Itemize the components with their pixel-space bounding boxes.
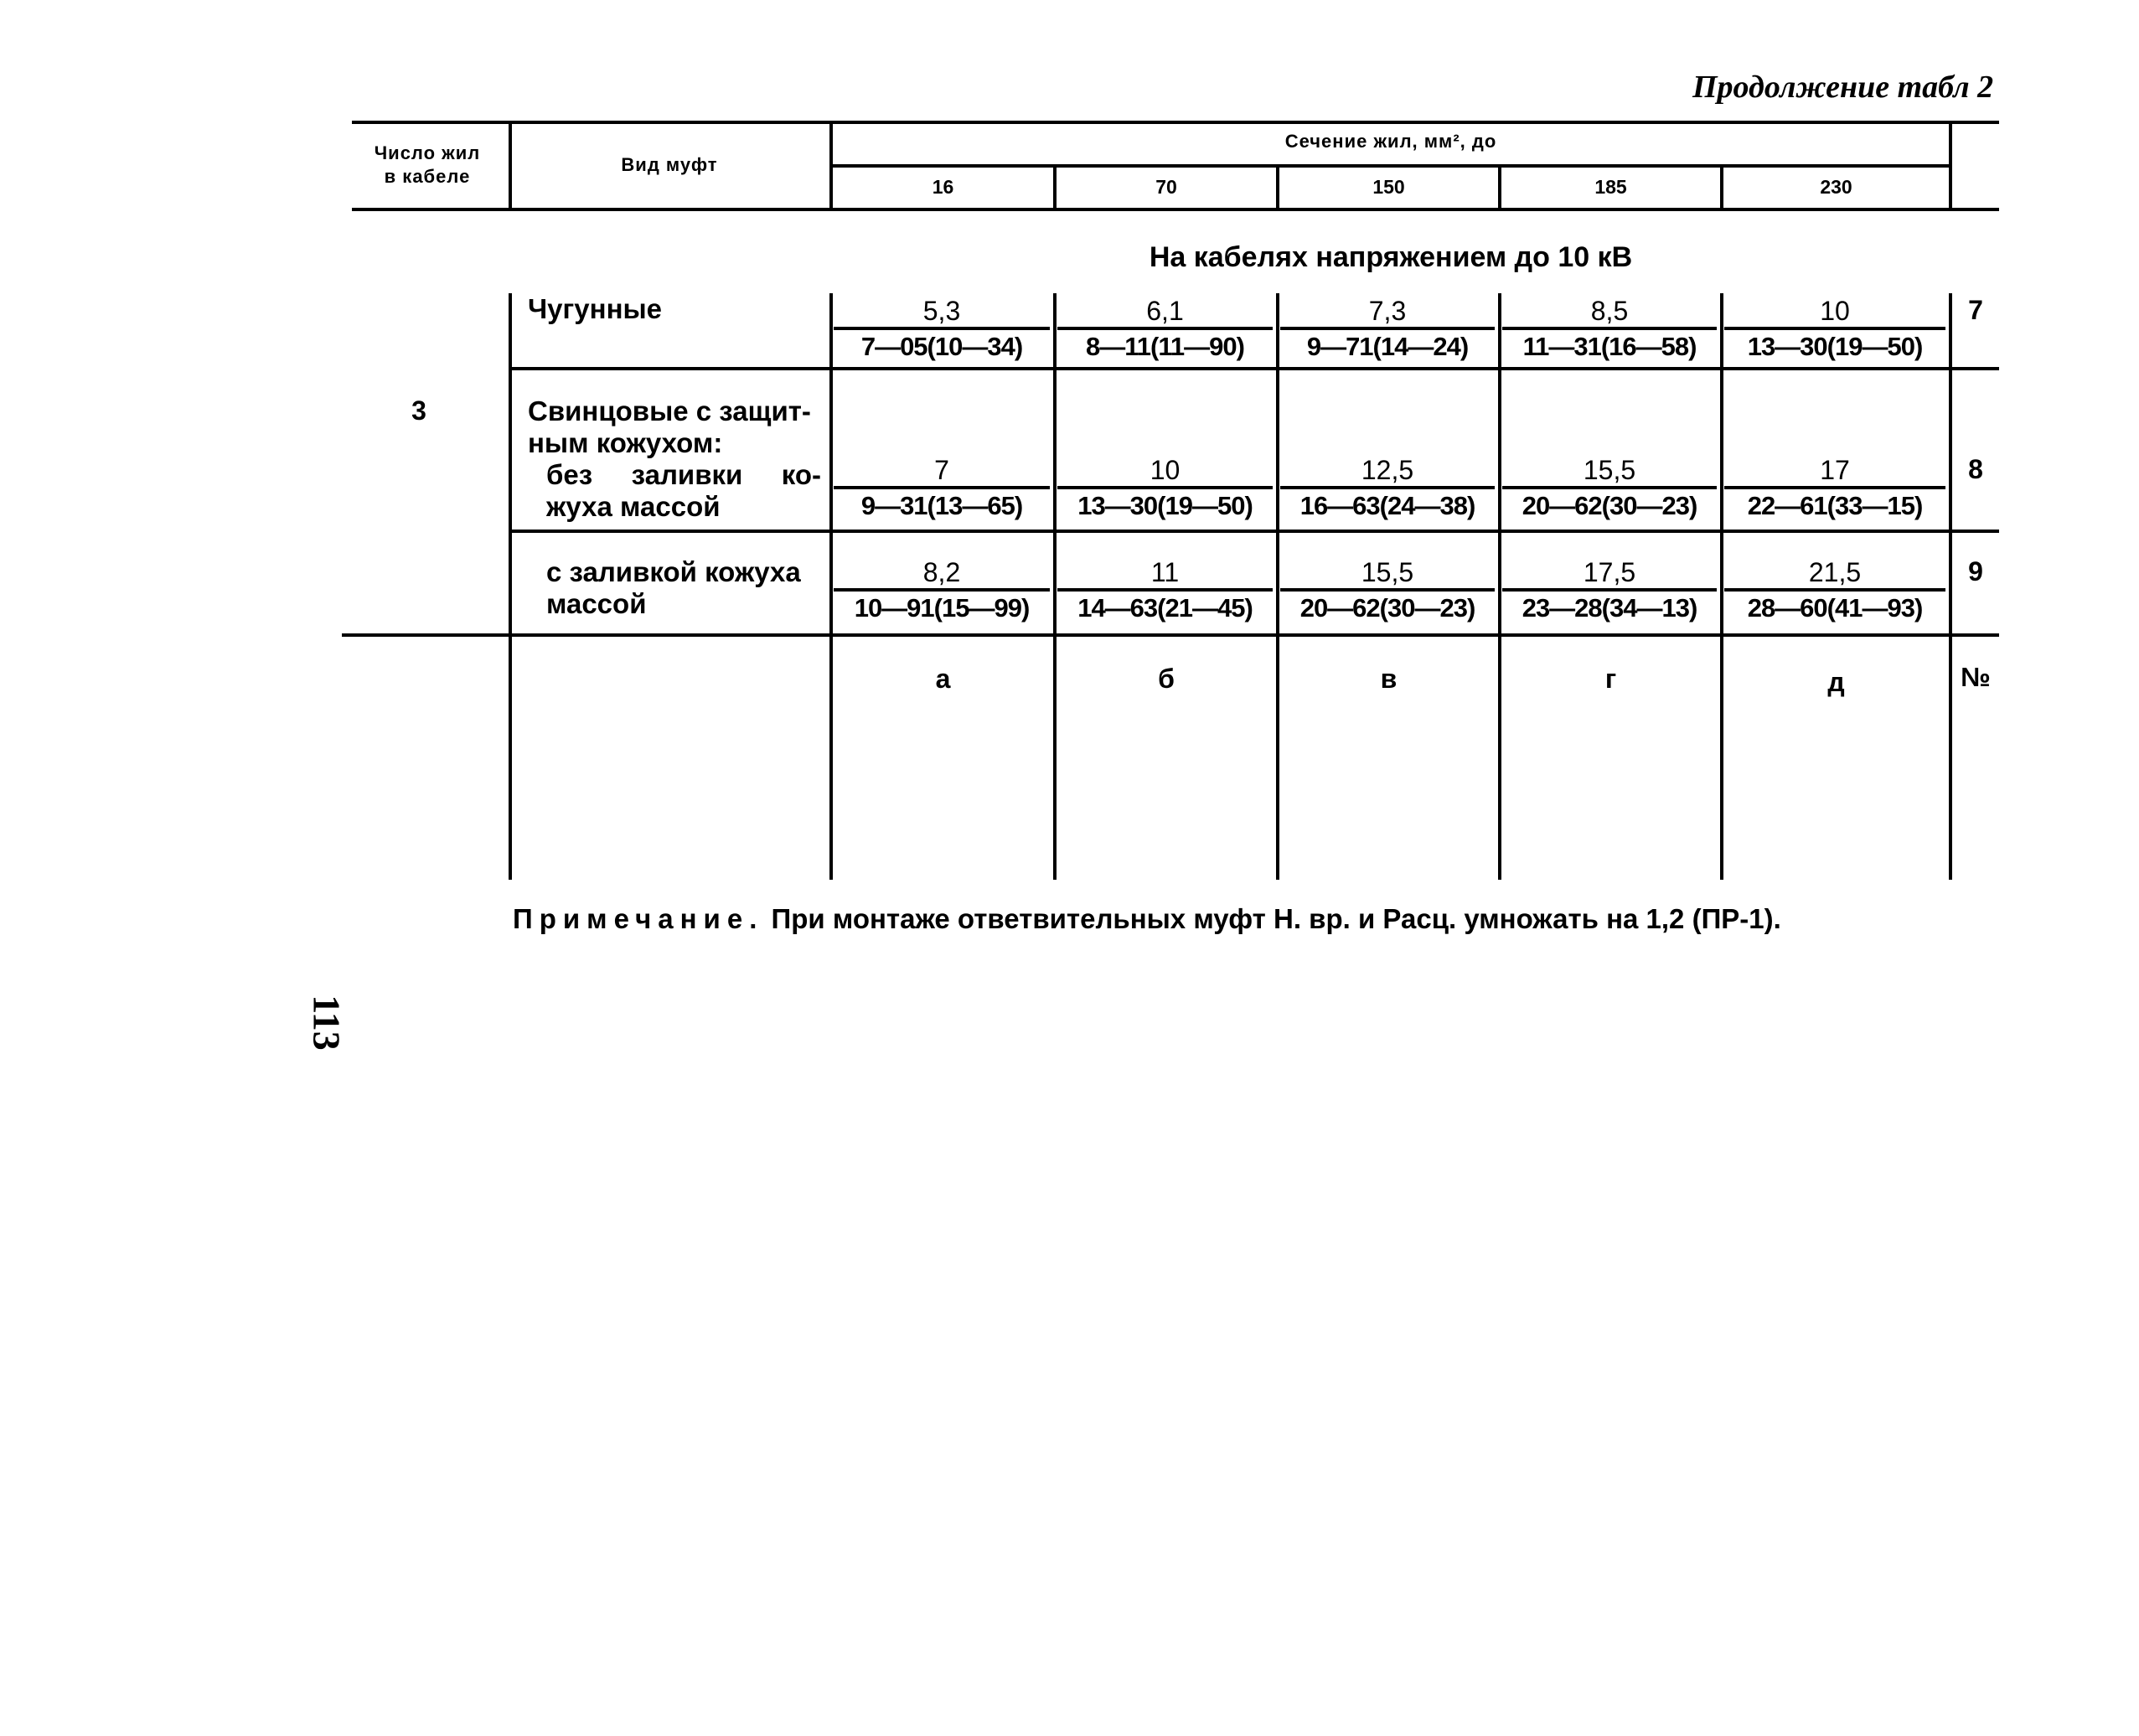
table-cell: 8,5 11—31(16—58) bbox=[1502, 297, 1717, 361]
row-number: 7 bbox=[1968, 295, 1983, 325]
column-letter: б bbox=[1158, 664, 1175, 694]
table-cell: 6,1 8—11(11—90) bbox=[1057, 297, 1273, 361]
size-230: 230 bbox=[1820, 176, 1852, 198]
body-divider-5 bbox=[1720, 293, 1723, 880]
section-title: На кабелях напряжением до 10 кВ bbox=[1149, 241, 1633, 273]
page-number: 113 bbox=[305, 995, 349, 1051]
coupling-type-label: Вид муфт bbox=[621, 154, 718, 175]
table-cell: 17,5 23—28(34—13) bbox=[1502, 558, 1717, 623]
cores-label-line2: в кабеле bbox=[384, 166, 471, 187]
number-sign: № bbox=[1961, 662, 1991, 692]
row-label-lead-with-fill: с заливкой кожуха массой bbox=[546, 556, 801, 619]
table-cell: 15,5 20—62(30—23) bbox=[1502, 456, 1717, 520]
size-185: 185 bbox=[1594, 176, 1627, 198]
table-cell: 5,3 7—05(10—34) bbox=[834, 297, 1050, 361]
header-bottom-rule bbox=[352, 208, 1999, 211]
section-header-inner-rule bbox=[829, 164, 1950, 168]
row-number: 9 bbox=[1968, 556, 1983, 586]
column-letter: в bbox=[1380, 664, 1398, 694]
cores-label-line1: Число жил bbox=[374, 142, 481, 163]
row-number: 8 bbox=[1968, 454, 1983, 484]
body-divider-4 bbox=[1498, 293, 1501, 880]
table-cell: 8,2 10—91(15—99) bbox=[834, 558, 1050, 623]
cores-value: 3 bbox=[411, 395, 426, 426]
body-divider-label bbox=[509, 293, 512, 880]
column-letter: а bbox=[935, 664, 951, 694]
table-cell: 21,5 28—60(41—93) bbox=[1724, 558, 1945, 623]
table-cell: 11 14—63(21—45) bbox=[1057, 558, 1273, 623]
table-cell: 12,5 16—63(24—38) bbox=[1280, 456, 1495, 520]
continuation-caption: Продолжение табл 2 bbox=[1692, 70, 1994, 105]
size-16: 16 bbox=[932, 176, 954, 198]
column-letter: г bbox=[1604, 664, 1617, 694]
table-cell: 7 9—31(13—65) bbox=[834, 456, 1050, 520]
table-cell: 10 13—30(19—50) bbox=[1724, 297, 1945, 361]
size-70: 70 bbox=[1155, 176, 1177, 198]
row-rule-2 bbox=[509, 530, 1999, 533]
header-divider-end bbox=[1949, 121, 1952, 211]
table-cell: 15,5 20—62(30—23) bbox=[1280, 558, 1495, 623]
row-rule-1 bbox=[509, 367, 1999, 370]
cross-section-label: Сечение жил, мм², до bbox=[1284, 131, 1497, 152]
note-text-1: При монтаже ответвительных муфт Н. вр. и bbox=[763, 903, 1383, 934]
body-divider-1 bbox=[829, 293, 833, 880]
row-label-cast-iron: Чугунные bbox=[528, 293, 663, 324]
note-bold-word: Расц. bbox=[1382, 903, 1457, 934]
note-text-2: умножать на 1,2 (ПР-1). bbox=[1456, 903, 1781, 934]
size-150: 150 bbox=[1372, 176, 1405, 198]
table-cell: 17 22—61(33—15) bbox=[1724, 456, 1945, 520]
section-bottom-rule bbox=[342, 633, 1999, 637]
row-label-lead-no-fill: Свинцовые с защит- ным кожухом: без заливки ко- жуха массой bbox=[528, 395, 821, 522]
column-letter: д bbox=[1827, 667, 1845, 697]
table-cell: 7,3 9—71(14—24) bbox=[1280, 297, 1495, 361]
body-divider-3 bbox=[1276, 293, 1279, 880]
body-divider-2 bbox=[1053, 293, 1057, 880]
note-lead: Примечание. bbox=[513, 903, 764, 934]
table-cell: 10 13—30(19—50) bbox=[1057, 456, 1273, 520]
table-top-rule bbox=[352, 121, 1999, 124]
table-note bbox=[513, 903, 1781, 935]
